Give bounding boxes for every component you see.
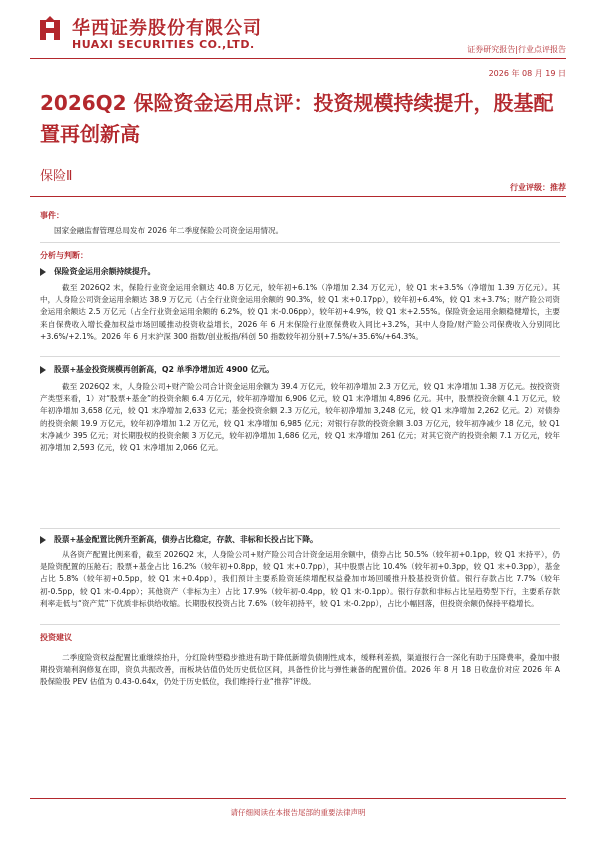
investment-text: 二季度险资权益配置比重继续抬升，分红险转型稳步推进有助于降低新增负债刚性成本，缓释利差损，渠道报行合一深化有助于压降费率，叠加中报期投资端利润修复在即，资负共振改善，而板块估值仍处历史低位区间，具备性价比与弹性兼备的配置价值。2026 年 8 月 18 日收盘价对应 2026 年 A 股保险股 PEV 估值为 0.43-0.64x，仍处于历史低位，我们维持行业“推荐”评级。 [40, 653, 560, 687]
header-divider [30, 58, 566, 59]
report-title: 2026Q2 保险资金运用点评：投资规模持续提升，股基配置再创新高 [40, 91, 554, 146]
company-name-cn: 华西证券股份有限公司 [72, 18, 262, 39]
industry-subject: 保险Ⅱ [40, 169, 73, 184]
section-1-title [40, 266, 560, 277]
huaxi-logo-icon [36, 14, 64, 44]
section-divider [40, 528, 560, 529]
section-3-title [40, 534, 560, 545]
section-3-text: 从各资产配置比例来看，截至 2026Q2 末，人身险公司+财产险公司合计资金运用余额中，债券占比 50.5%（较年初+0.1pp，较 Q1 末持平），仍是险资配置的压舱石；股票+基金占比 16.2%（较年初+0.8pp，较 Q1 末+0.7pp），其中股票占比 10.4%（较年初+0.3pp，较 Q1 末+0.3pp），基金占比 5.8%（较年初+0.5pp，较 Q1 末+0.4pp），我们预计主要系险资延续增配权益叠加市场回暖推升股基投资价值。银行存款占比 7.7%（较年初-0.5pp，较 Q1 末-0.4pp）；其他资产（非标为主）占比 17.9%（较年初-0.4pp，较 Q1 末-0.1pp）。银行存款和非标占比呈趋势型下行，主要系存款利率走低与“资产荒”下优质非标供给收缩。长期股权投资占比 7.6%（较年初持平，较 Q1 末-0.2pp），占比小幅回落，但投资余额仍保持平稳增长。 [40, 550, 560, 608]
bullet-triangle-icon [40, 366, 46, 374]
report-type: 证券研究报告|行业点评报告 [467, 45, 566, 54]
section-divider [40, 356, 560, 357]
section-divider [40, 624, 560, 625]
bullet-triangle-icon [40, 536, 46, 544]
section-1-text: 截至 2026Q2 末，保险行业资金运用余额达 40.8 万亿元，较年初+6.1%（净增加 2.34 万亿元），较 Q1 末+3.5%（净增加 1.39 万亿元）。其中，人身险公司资金运用余额达 38.9 万亿元（占全行业资金运用余额的 90.3%，较 Q1 末+0.17pp），较年初+6.4%，较 Q1 末+3.7%；财产险公司资金运用余额达 2.5 万亿元（占全行业资金运用余额的 6.2%，较 Q1 末-0.06pp），较年初+4.9%，较 Q1 末+2.55%。保险资金运用余额稳健增长，主要来自保费收入增长叠加权益市场回暖推动投资收益增长，2026 年 6 月末保险行业原保费收入同比+3.2%，其中人身险/财产险公司保费收入分别同比+3.6%/+2.1%。2026 年 6 月末沪深 300 指数/创业板指/科创 50 指数较年初分别+7.5%/+35.6%/+64.3%。 [40, 283, 560, 341]
report-date: 2026 年 08 月 19 日 [488, 69, 566, 78]
section-2-title-text: 股票+基金投资规模再创新高，Q2 单季净增加近 4900 亿元。 [54, 365, 274, 374]
company-name-en: HUAXI SECURITIES CO.,LTD. [72, 38, 255, 51]
section-1-title-text: 保险资金运用余额持续提升。 [54, 267, 156, 276]
section-2-title [40, 364, 560, 375]
event-heading: 事件： [40, 211, 64, 220]
legal-notice: 请仔细阅读在本报告尾部的重要法律声明 [230, 808, 366, 817]
section-2-text: 截至 2026Q2 末，人身险公司+财产险公司合计资金运用余额为 39.4 万亿元，较年初净增加 2.3 万亿元，较 Q1 末净增加 1.38 万亿元。按投资资产类型来看，1）对“股票+基金”的投资余额 6.4 万亿元，较年初净增加 6,906 亿元，较 Q1 末净增加 4,896 亿元。其中，股票投资余额 4.1 万亿元，较年初净增加 3,658 亿元，较 Q1 末净增加 2,633 亿元；基金投资余额 2.3 万亿元，较年初净增加 3,248 亿元，较 Q1 末净增加 2,262 亿元。2）对债券的投资余额 19.9 万亿元，较年初净增加 1.2 万亿元，较 Q1 末净增加 6,985 亿元；对银行存款的投资余额 3.03 万亿元，较年初净减少 18 亿元，较 Q1 末净减少 395 亿元；对长期股权的投资余额 3 万亿元，较年初净增加 1,686 亿元，较 Q1 末净增加 261 亿元；对其它资产的投资余额 7.1 万亿元，较年初净增加 2,593 亿元，较 Q1 末净增加 2,066 亿元。 [40, 382, 560, 453]
investment-heading: 投资建议 [40, 633, 72, 642]
industry-rating: 行业评级：推荐 [510, 183, 566, 192]
subject-divider [30, 196, 566, 197]
bullet-triangle-icon [40, 268, 46, 276]
section-3-title-text: 股票+基金配置比例升至新高，债券占比稳定，存款、非标和长投占比下降。 [54, 535, 318, 544]
section-divider [40, 242, 560, 243]
footer-divider [30, 798, 566, 799]
analysis-heading: 分析与判断： [40, 251, 88, 260]
event-text: 国家金融监督管理总局发布 2026 年二季度保险公司资金运用情况。 [54, 226, 284, 235]
